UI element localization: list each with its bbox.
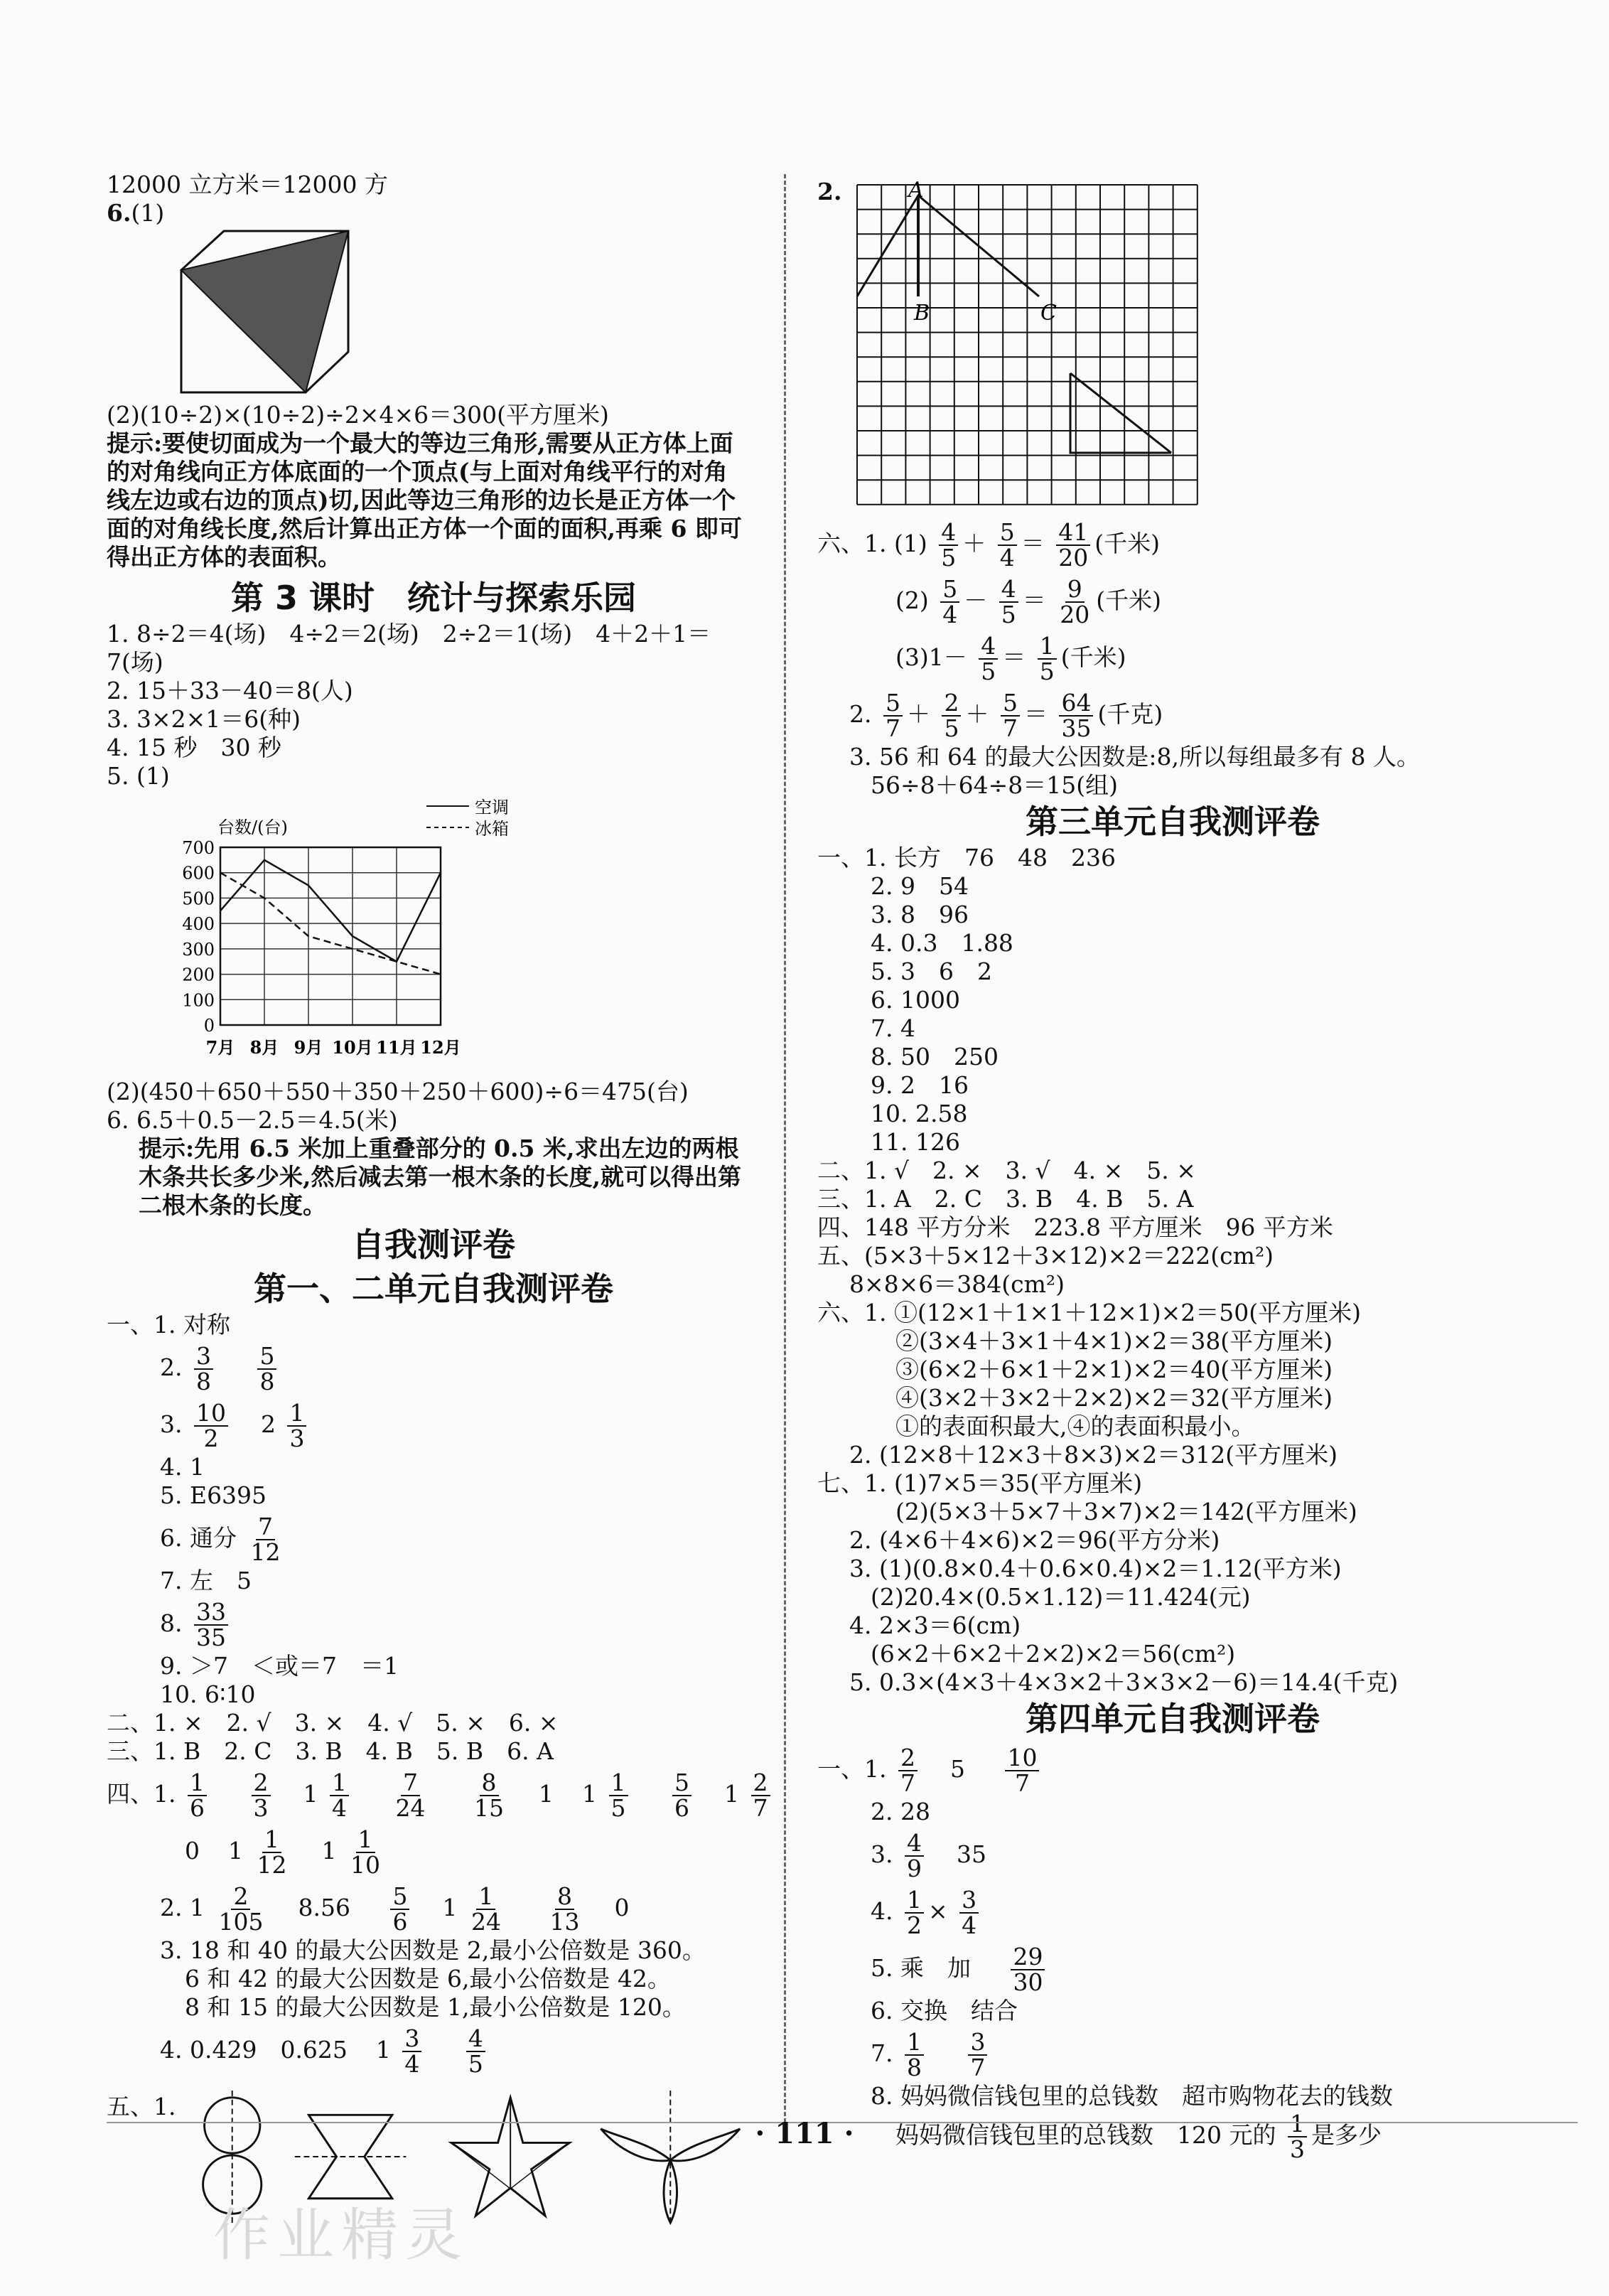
fraction: $\frac{3}{4}$ (959, 1888, 979, 1938)
line: 2. 15＋33－40＝8(人) (107, 677, 353, 704)
x-tick-label: 12月 (420, 1037, 461, 1058)
x-tick-label: 8月 (249, 1037, 279, 1058)
answer-row: 4. 0.429 0.625 1 $\frac{3}{4}$ $\frac{4}{5}$ (107, 2022, 760, 2078)
fraction: $\frac{7}{12}$ (250, 1513, 281, 1566)
fraction: $\frac{10}{7}$ (1005, 1746, 1039, 1796)
q6-label: 6.(1) (107, 199, 165, 227)
fraction: $\frac{1}{3}$ (287, 1401, 306, 1451)
line-chart (171, 790, 611, 1075)
label-c: C (1040, 301, 1058, 326)
x-tick-label: 9月 (294, 1037, 323, 1058)
fraction: $\frac{1}{2}$ (905, 1888, 924, 1938)
answer-row: 妈妈微信钱包里的总钱数 120 元的 $\frac{1}{3}$ 是多少 (895, 2110, 1382, 2163)
answer-row: 8. $\frac{33}{35}$ (107, 1595, 760, 1652)
y-tick-label: 200 (182, 965, 215, 985)
fraction: $\frac{4}{9}$ (905, 1831, 924, 1881)
fraction: $\frac{5}{7}$ (883, 691, 903, 741)
fraction: $\frac{3}{8}$ (194, 1344, 213, 1394)
y-tick-label: 100 (182, 990, 215, 1011)
line: 9. ＞7 ＜或＝7 ＝1 (160, 1652, 399, 1680)
line: 8 和 15 的最大公因数是 1,最小公倍数是 120。 (185, 1993, 686, 2021)
line: 五、1. (107, 2093, 176, 2120)
line: 6. 1000 (871, 986, 960, 1014)
line: 11. 126 (871, 1128, 960, 1156)
grid-figure (850, 181, 1205, 515)
section-title: 第一、二单元自我测评卷 (254, 1270, 613, 1308)
fraction: $\frac{4}{5}$ (466, 2027, 485, 2076)
y-axis-label: 台数/(台) (217, 817, 288, 837)
line: 七、1. (1)7×5＝35(平方厘米) (817, 1469, 1143, 1497)
line: (2)(10÷2)×(10÷2)÷2×4×6＝300(平方厘米) (107, 401, 609, 429)
line: 三、1. B 2. C 3. B 4. B 5. B 6. A (107, 1737, 554, 1765)
line: 6 和 42 的最大公因数是 6,最小公倍数是 42。 (185, 1965, 671, 1992)
fraction: $\frac{1}{3}$ (1288, 2112, 1307, 2162)
line: ①的表面积最大,④的表面积最小。 (895, 1412, 1255, 1440)
answer-row: 六、1. (1) $\frac{4}{5}$ ＋ $\frac{5}{4}$ ＝ $\frac{41}{20}$ (千米) (817, 518, 1160, 572)
tip: 提示:要使切面成为一个最大的等边三角形,需要从正方体上面的对角线向正方体底面的一个顶点(与上面对角线平行的对角线左边或右边的顶点)切,因此等边三角形的边长是正方体一个面的对角线长度,然后计算出正方体一个面的面积,再乘 6 即可得出正方体的表面积。 (107, 429, 742, 571)
fraction: $\frac{8}{15}$ (474, 1769, 504, 1822)
line: 4. 15 秒 30 秒 (107, 734, 281, 761)
line: 2. 9 54 (871, 872, 969, 900)
grid-question (817, 178, 1528, 515)
line: 1. 8÷2＝4(场) 4÷2＝2(场) 2÷2＝1(场) 4＋2＋1＝ (107, 620, 711, 648)
y-tick-label: 300 (182, 939, 215, 960)
line: 8. 妈妈微信钱包里的总钱数 超市购物花去的钱数 (871, 2082, 1393, 2110)
y-tick-label: 0 (203, 1016, 215, 1036)
right-column (817, 178, 1528, 2162)
line: 6. 6.5＋0.5－2.5＝4.5(米) (107, 1106, 398, 1134)
fraction: $\frac{5}{7}$ (1001, 691, 1020, 741)
page-number: · 111 · (755, 2117, 854, 2150)
answer-row: 2. $\frac{5}{7}$ ＋ $\frac{2}{5}$ ＋ $\frac{5}{7}$ ＝ $\frac{64}{35}$ (千克) (849, 689, 1163, 742)
fraction: $\frac{4}{5}$ (999, 577, 1018, 627)
line: 二、1. × 2. √ 3. × 4. √ 5. × 6. × (107, 1709, 559, 1737)
line: (2)(450＋650＋550＋350＋250＋600)÷6＝475(台) (107, 1078, 689, 1105)
fraction: $\frac{3}{7}$ (968, 2030, 987, 2080)
line: 一、1. 长方 76 48 236 (817, 844, 1116, 871)
line: 7. 左 5 (160, 1567, 252, 1594)
line: 2. (12×8＋12×3＋8×3)×2＝312(平方厘米) (849, 1441, 1338, 1469)
x-tick-label: 11月 (376, 1037, 417, 1058)
answer-row: 0 1 $\frac{1}{12}$ 1 $\frac{1}{10}$ (107, 1823, 760, 1879)
watermark: 作业精灵 (213, 2202, 469, 2268)
x-tick-label: 10月 (332, 1037, 373, 1058)
answer-row: (3)1－ $\frac{4}{5}$ ＝ $\frac{1}{5}$ (千米) (895, 632, 1126, 685)
line: 5. 3 6 2 (871, 957, 992, 985)
fraction: $\frac{1}{24}$ (470, 1882, 501, 1936)
answer-row: 7. $\frac{1}{8}$ $\frac{3}{7}$ (817, 2025, 1528, 2082)
line: 3. 56 和 64 的最大公因数是:8,所以每组最多有 8 人。 (849, 743, 1421, 771)
legend-label: 冰箱 (475, 819, 509, 839)
legend-label: 空调 (475, 798, 509, 817)
fraction: $\frac{1}{5}$ (609, 1771, 628, 1820)
y-tick-label: 700 (182, 838, 215, 858)
line: 3. 8 96 (871, 901, 969, 928)
line: 5. (1) (107, 762, 170, 790)
answer-row: 四、1. $\frac{1}{6}$ $\frac{2}{3}$ 1 $\frac{1}{4}$ $\frac{7}{24}$ $\frac{8}{15}$ 1 1 $\frac{1}{5}$ $\frac{5}{6}$ 1 $\frac{2}{7}$ (107, 1766, 760, 1823)
line: 5. 0.3×(4×3＋4×3×2＋3×3×2－6)＝14.4(千克) (849, 1668, 1399, 1696)
line: (2)20.4×(0.5×1.12)＝11.424(元) (871, 1583, 1251, 1611)
column-divider (784, 174, 786, 2129)
line: 7(场) (107, 648, 163, 676)
fraction: $\frac{4}{5}$ (939, 520, 958, 570)
answer-row: (2) $\frac{5}{4}$ － $\frac{4}{5}$ ＝ $\frac{9}{20}$ (千米) (895, 575, 1161, 628)
line: 3. 18 和 40 的最大公因数是 2,最小公倍数是 360。 (160, 1936, 706, 1964)
fraction: $\frac{5}{4}$ (998, 520, 1017, 570)
line: 5. E6395 (160, 1481, 267, 1509)
line: 二、1. √ 2. × 3. √ 4. × 5. × (817, 1157, 1196, 1184)
line: 4. 1 (160, 1453, 205, 1481)
fraction: $\frac{1}{10}$ (350, 1825, 380, 1879)
section-title: 第 3 课时 统计与探索乐园 (230, 579, 637, 617)
line: 2. 28 (871, 1798, 930, 1825)
line: 10. 2.58 (871, 1100, 968, 1127)
line: 56÷8＋64÷8＝15(组) (871, 771, 1119, 799)
line: 五、(5×3＋5×12＋3×12)×2＝222(cm²) (817, 1242, 1274, 1270)
line: ③(6×2＋6×1＋2×1)×2＝40(平方厘米) (895, 1356, 1333, 1383)
line: 3. 3×2×1＝6(种) (107, 705, 301, 733)
section-title: 第四单元自我测评卷 (1026, 1700, 1320, 1738)
line: 7. 4 (871, 1014, 915, 1042)
fraction: $\frac{9}{20}$ (1060, 575, 1090, 628)
cube-cut-figure (174, 227, 359, 398)
fraction: $\frac{1}{12}$ (257, 1825, 287, 1879)
answer-row: 2. $\frac{3}{8}$ $\frac{5}{8}$ (107, 1339, 760, 1396)
line: 六、1. ①(12×1＋1×1＋12×1)×2＝50(平方厘米) (817, 1299, 1362, 1326)
label-b: B (914, 301, 930, 326)
section-title: 第三单元自我测评卷 (1026, 803, 1320, 841)
fraction: $\frac{5}{4}$ (940, 577, 959, 627)
answer-row: 2. 1 $\frac{2}{105}$ 8.56 $\frac{5}{6}$ 1 $\frac{1}{24}$ $\frac{8}{13}$ 0 (160, 1882, 630, 1936)
answer-row: 4. $\frac{1}{2}$ × $\frac{3}{4}$ (817, 1883, 1528, 1940)
line: 4. 0.3 1.88 (871, 929, 1013, 957)
fraction: $\frac{4}{5}$ (979, 634, 998, 684)
fraction: $\frac{8}{13}$ (549, 1882, 580, 1936)
line: 一、1. 对称 (107, 1311, 230, 1339)
answer-row: 3. $\frac{4}{9}$ 35 (871, 1829, 986, 1882)
answer-row: 6. 通分 $\frac{7}{12}$ (107, 1510, 760, 1567)
y-tick-label: 500 (182, 889, 215, 909)
fraction: $\frac{5}{6}$ (672, 1771, 692, 1820)
line: 8. 50 250 (871, 1043, 999, 1071)
fraction: $\frac{64}{35}$ (1059, 691, 1093, 741)
fraction: $\frac{7}{24}$ (395, 1769, 426, 1822)
label-a: A (908, 181, 925, 203)
fraction: $\frac{41}{20}$ (1056, 520, 1090, 570)
line: 9. 2 16 (871, 1071, 969, 1099)
fraction: $\frac{2}{7}$ (898, 1746, 917, 1796)
line: 四、148 平方分米 223.8 平方厘米 96 平方米 (817, 1213, 1333, 1241)
line: 三、1. A 2. C 3. B 4. B 5. A (817, 1185, 1194, 1213)
line: 6. 交换 结合 (871, 1997, 1018, 2024)
tip: 提示:先用 6.5 米加上重叠部分的 0.5 米,求出左边的两根木条共长多少米,然后减去第一根木条的长度,就可以得出第二根木条的长度。 (139, 1134, 741, 1219)
x-tick-label: 7月 (205, 1037, 235, 1058)
fraction: $\frac{1}{4}$ (330, 1771, 349, 1820)
triangle-outline (857, 195, 1039, 296)
line: (6×2＋6×2＋2×2)×2＝56(cm²) (871, 1640, 1236, 1668)
fraction: $\frac{2}{7}$ (751, 1771, 770, 1820)
line: (2)(5×3＋5×7＋3×7)×2＝142(平方厘米) (895, 1498, 1357, 1525)
line: 10. 6∶10 (160, 1680, 256, 1708)
line: ④(3×2＋3×2＋2×2)×2＝32(平方厘米) (895, 1384, 1333, 1412)
line: 2. (817, 178, 842, 205)
section-title: 自我测评卷 (352, 1225, 515, 1264)
answer-row: 3. $\frac{10}{2}$ 2 $\frac{1}{3}$ (107, 1396, 760, 1453)
line: 3. (1)(0.8×0.4＋0.6×0.4)×2＝1.12(平方米) (849, 1555, 1342, 1582)
answer-row: 5. 乘 加 $\frac{29}{30}$ (817, 1940, 1528, 1997)
line: 12000 立方米＝12000 方 (107, 171, 388, 198)
fraction: $\frac{5}{8}$ (257, 1344, 276, 1394)
fraction: $\frac{2}{105}$ (218, 1882, 264, 1936)
y-tick-label: 400 (182, 914, 215, 935)
line: 4. 2×3＝6(cm) (849, 1611, 1021, 1639)
fraction: $\frac{1}{6}$ (188, 1771, 207, 1820)
line: ②(3×4＋3×1＋4×1)×2＝38(平方厘米) (895, 1327, 1333, 1355)
fraction: $\frac{3}{4}$ (402, 2027, 421, 2076)
fraction: $\frac{33}{35}$ (194, 1600, 228, 1650)
fraction: $\frac{2}{5}$ (942, 691, 961, 741)
fraction: $\frac{5}{6}$ (390, 1884, 409, 1934)
fraction: $\frac{29}{30}$ (1011, 1945, 1045, 1995)
line: 8×8×6＝384(cm²) (849, 1270, 1065, 1298)
y-tick-label: 600 (182, 863, 215, 884)
fraction: $\frac{1}{5}$ (1038, 634, 1057, 684)
fraction: $\frac{2}{3}$ (252, 1771, 271, 1820)
fraction: $\frac{1}{8}$ (905, 2030, 924, 2080)
fraction: $\frac{10}{2}$ (194, 1401, 228, 1451)
line: 2. (4×6＋4×6)×2＝96(平方分米) (849, 1526, 1220, 1554)
series-line-空调 (220, 860, 441, 962)
left-column (107, 171, 768, 2228)
answer-row: 一、1. $\frac{2}{7}$ 5 $\frac{10}{7}$ (817, 1741, 1528, 1798)
